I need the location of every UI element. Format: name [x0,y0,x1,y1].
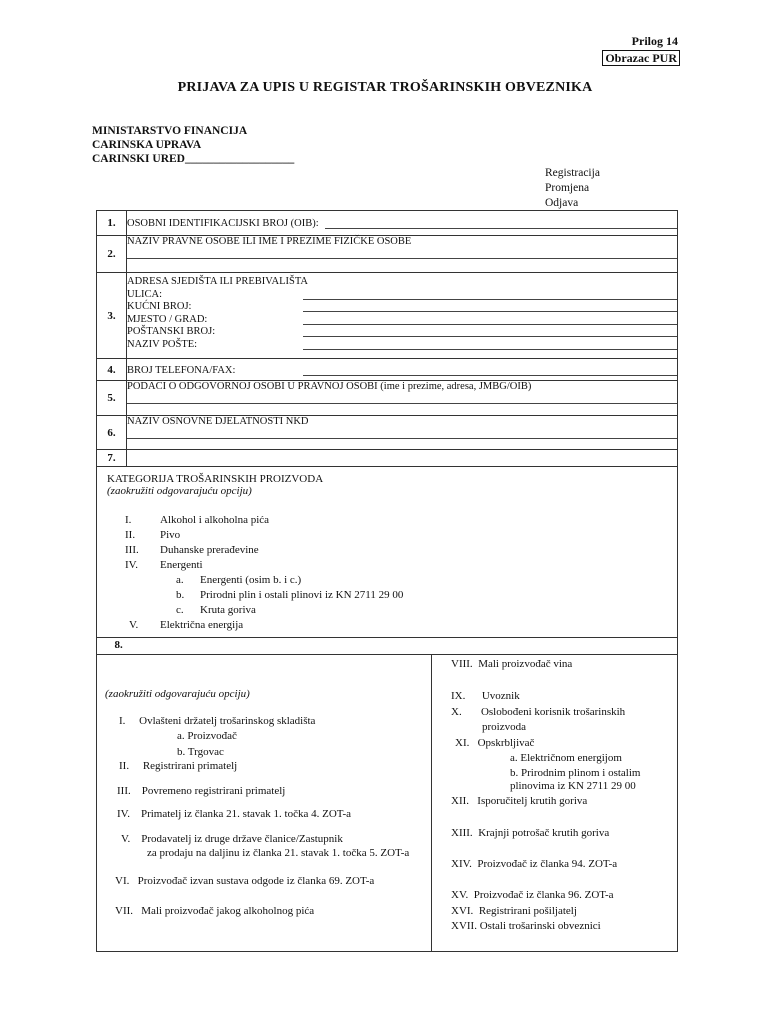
city-label: MJESTO / GRAD: [127,313,208,325]
option-alcohol[interactable] [125,513,669,528]
option-text: Proizvođač izvan sustava odgode iz članka 69. ZOT-a [137,875,375,887]
roman-numeral: VI. [115,875,130,887]
option-supplier-gas-cont: plinovima iz KN 2711 29 00 [510,780,636,792]
phone-label: BROJ TELEFONA/FAX: [127,364,236,376]
option-producer[interactable]: a. Proizvođač [177,730,237,742]
option-tobacco[interactable] [125,543,669,558]
option-text: Energenti [160,559,203,571]
roman-numeral: XIV. [451,858,472,870]
house-number-input-line[interactable] [303,302,677,312]
roman-numeral: XII. [451,795,470,807]
option-exempt-user-cont: proizvoda [482,721,526,733]
option-text: Krajnji potrošač krutih goriva [478,827,610,839]
option-text: Pivo [160,529,181,541]
product-category-note: (zaokružiti odgovarajuću opciju) [107,485,252,497]
row-number: 4. [97,359,127,381]
option-supplier[interactable] [455,737,534,749]
option-text: Opskrbljivač [477,737,535,749]
row-8-header [97,638,678,655]
option-solid-fuel-supplier[interactable] [451,795,587,807]
responsible-person-label: PODACI O ODGOVORNOJ OSOBI U PRAVNOJ OSOBI (ime i prezime, adresa, JMBG/OIB) [127,381,532,392]
section-7-product-category [97,467,678,638]
roman-numeral: I. [119,715,126,727]
roman-numeral: V. [129,619,139,631]
option-text: Kruta goriva [200,604,256,616]
roman-numeral: IV. [125,559,138,571]
option-text: Duhanske prerađevine [160,544,259,556]
activity-label: NAZIV OSNOVNE DJELATNOSTI NKD [127,416,309,427]
postal-code-label: POŠTANSKI BROJ: [127,326,216,337]
street-input-line[interactable] [303,290,677,300]
name-label: NAZIV PRAVNE OSOBE ILI IME I PREZIME FIZIČKE OSOBE [127,236,412,247]
option-producer-art94[interactable] [451,858,617,870]
roman-numeral: I. [125,514,132,526]
option-supplier-electricity[interactable]: a. Električnom energijom [510,752,622,764]
activity-input-line[interactable] [127,427,677,439]
taxpayer-category-note: (zaokružiti odgovarajuću opciju) [105,688,250,700]
option-beer[interactable] [125,528,669,543]
option-deregistration[interactable]: Odjava [545,197,579,209]
option-text: Mali proizvođač jakog alkoholnog pića [141,905,315,917]
letter-marker: a. [176,574,184,586]
option-text: Isporučitelj krutih goriva [477,795,588,807]
oib-input-line[interactable] [325,219,677,229]
option-text: Ostali trošarinski obveznici [479,920,601,932]
option-energy-a[interactable] [176,573,669,588]
row-number: 1. [97,211,127,236]
option-text: Prirodni plin i ostali plinovi iz KN 2711 29 00 [200,589,404,601]
row-number: 7. [97,450,127,467]
option-registration[interactable]: Registracija [545,167,600,179]
option-text: Mali proizvođač vina [478,658,573,670]
option-energy-b[interactable] [176,588,669,603]
row-name [97,236,678,273]
option-registered-consignee[interactable] [119,760,237,772]
option-supplier-gas[interactable]: b. Prirodnim plinom i ostalim [510,767,641,779]
row-activity [97,416,678,450]
option-text: Povremeno registrirani primatelj [141,785,286,797]
product-category-title: KATEGORIJA TROŠARINSKIH PROIZVODA [107,473,324,485]
phone-input-line[interactable] [303,366,677,376]
option-temporary-consignee[interactable] [117,785,285,797]
row-number: 3. [97,273,127,359]
option-text: Energenti (osim b. i c.) [200,574,302,586]
option-other-taxpayers[interactable] [451,920,601,932]
page-title: PRIJAVA ZA UPIS U REGISTAR TROŠARINSKIH OBVEZNIKA [177,80,593,95]
house-number-label: KUĆNI BROJ: [127,301,192,312]
option-text: Primatelj iz članka 21. stavak 1. točka 4. ZOT-a [140,808,352,820]
postal-code-input-line[interactable] [303,327,677,337]
option-importer[interactable] [451,690,520,702]
option-warehouse-keeper[interactable] [119,715,315,727]
row-7-header [97,450,678,467]
roman-numeral: IX. [451,690,466,702]
option-distance-seller[interactable] [121,833,343,845]
attachment-label: Prilog 14 [631,34,678,48]
institution-administration: CARINSKA UPRAVA [92,139,202,151]
section-8-taxpayer-category [97,655,678,952]
roman-numeral: XVI. [451,905,474,917]
city-input-line[interactable] [303,315,677,325]
option-change[interactable]: Promjena [545,182,590,194]
section-8-right-column [432,655,677,951]
row-number: 8. [114,639,123,651]
roman-numeral: X. [451,706,462,718]
address-label: ADRESA SJEDIŠTA ILI PREBIVALIŠTA [127,276,309,287]
responsible-person-input-line[interactable] [127,392,677,404]
oib-label: OSOBNI IDENTIFIKACIJSKI BROJ (OIB): [127,217,319,229]
roman-numeral: XI. [455,737,470,749]
roman-numeral: II. [119,760,130,772]
option-text: Alkohol i alkoholna pića [160,514,270,526]
letter-marker: c. [176,604,184,616]
roman-numeral: XV. [451,889,469,901]
option-text: Uvoznik [481,690,520,702]
option-small-spirits-producer[interactable] [115,905,314,917]
form-code-box: Obrazac PUR [602,50,680,66]
roman-numeral: XVII. [451,920,477,932]
roman-numeral: III. [117,785,131,797]
option-text: Oslobođeni korisnik trošarinskih [480,706,626,718]
name-input-line[interactable] [127,247,677,259]
institution-ministry: MINISTARSTVO FINANCIJA [92,125,248,137]
roman-numeral: II. [125,529,136,541]
roman-numeral: IV. [117,808,130,820]
roman-numeral: III. [125,544,139,556]
roman-numeral: XIII. [451,827,473,839]
row-phone [97,359,678,381]
post-office-label: NAZIV POŠTE: [127,338,198,350]
row-address [97,273,678,359]
option-energy-c[interactable] [176,603,669,618]
post-office-input-line[interactable] [303,340,677,350]
option-energy-products[interactable] [125,558,669,573]
option-text: Ovlašteni držatelj trošarinskog skladišta [139,715,316,727]
option-solid-fuel-consumer[interactable] [451,827,609,839]
option-text: Električna energija [160,619,244,631]
letter-marker: b. [176,589,185,601]
institution-office: CARINSKI URED___________________ [92,153,295,165]
section-8-left-column [97,655,432,951]
street-label: ULICA: [127,288,162,300]
row-responsible-person [97,381,678,416]
option-producer-art96[interactable] [451,889,614,901]
option-text: Proizvođač iz članka 94. ZOT-a [477,858,618,870]
option-recipient-art21[interactable] [117,808,351,820]
option-text: Registrirani primatelj [142,760,238,772]
option-registered-consignor[interactable] [451,905,577,917]
row-number: 6. [97,416,127,450]
row-number: 2. [97,236,127,273]
option-electricity[interactable] [125,618,669,633]
row-number: 5. [97,381,127,416]
option-distance-seller-cont: za prodaju na daljinu iz članka 21. stavak 1. točka 5. ZOT-a [147,847,410,859]
option-producer-art69[interactable] [115,875,374,887]
roman-numeral: V. [121,833,131,845]
roman-numeral: VII. [115,905,134,917]
option-exempt-user[interactable] [451,706,625,718]
registration-form-table [96,210,678,952]
option-text: Prodavatelj iz druge države članice/Zastupnik [141,833,343,845]
row-oib [97,211,678,236]
option-trader[interactable]: b. Trgovac [177,746,224,758]
option-small-wine-producer[interactable] [451,658,572,670]
option-text: Proizvođač iz članka 96. ZOT-a [473,889,614,901]
option-text: Registrirani pošiljatelj [478,905,577,917]
roman-numeral: VIII. [451,658,473,670]
